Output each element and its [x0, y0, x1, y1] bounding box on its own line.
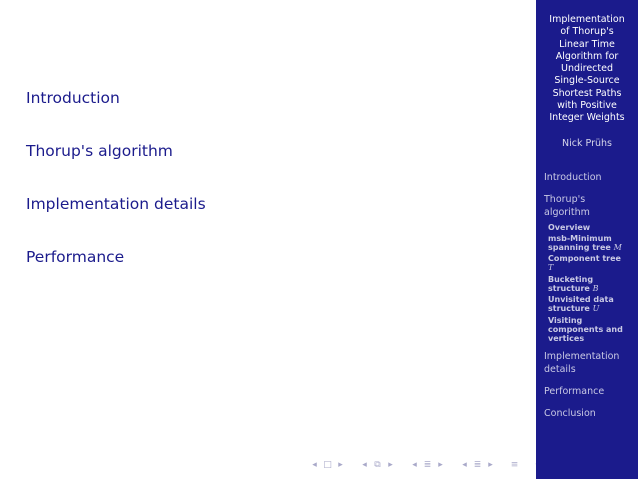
frame-icon[interactable]: ⧉: [374, 460, 381, 470]
sidebar-section-conclusion[interactable]: Conclusion: [544, 408, 596, 419]
prev-frame-icon[interactable]: ◂: [362, 460, 367, 470]
next-frame-icon[interactable]: ▸: [388, 460, 393, 470]
sidebar-subsection-bucketing-structure[interactable]: Bucketing structure B: [548, 275, 599, 294]
sidebar-section-implementation-details[interactable]: Implementation details: [544, 351, 620, 375]
appendix-icon[interactable]: ≡: [510, 460, 519, 470]
subsection-icon[interactable]: ≣: [423, 460, 432, 470]
prev-section-icon[interactable]: ◂: [462, 460, 467, 470]
table-of-contents: [26, 88, 206, 300]
sidebar-subsection-unvisited-data-structure[interactable]: Unvisited data structure U: [548, 295, 614, 314]
sidebar-subsection-visiting-components[interactable]: Visiting components and vertices: [548, 316, 623, 344]
toc-thorups-algorithm-link[interactable]: Thorup's algorithm: [26, 142, 173, 160]
author-name[interactable]: Nick Prühs: [562, 138, 612, 149]
sidebar-subsection-msb-minimum-spanning-tree[interactable]: msb-Minimum spanning tree M: [548, 234, 622, 253]
toc-introduction-link[interactable]: Introduction: [26, 89, 120, 107]
prev-slide-icon[interactable]: ◂: [312, 460, 317, 470]
next-subsection-icon[interactable]: ▸: [438, 460, 443, 470]
next-section-icon[interactable]: ▸: [488, 460, 493, 470]
prev-subsection-icon[interactable]: ◂: [412, 460, 417, 470]
toc-performance-link[interactable]: Performance: [26, 248, 125, 266]
presentation-title[interactable]: Implementation of Thorup's Linear Time Algorithm for Undirected Single-Source Shortest Paths with Positive Integer Weights: [549, 14, 625, 124]
sidebar-section-thorups-algorithm[interactable]: Thorup's algorithm: [544, 194, 590, 218]
next-slide-icon[interactable]: ▸: [338, 460, 343, 470]
sidebar-subsection-overview[interactable]: Overview: [548, 223, 591, 232]
section-icon[interactable]: ≣: [473, 460, 482, 470]
toc-implementation-details-link[interactable]: Implementation details: [26, 195, 206, 213]
beamer-navigation-bar: [308, 458, 558, 472]
sidebar: [536, 0, 638, 479]
sidebar-subsection-component-tree[interactable]: Component tree T: [548, 254, 621, 273]
sidebar-section-performance[interactable]: Performance: [544, 386, 605, 397]
sidebar-section-introduction[interactable]: Introduction: [544, 172, 602, 183]
slide-icon[interactable]: □: [323, 460, 332, 470]
